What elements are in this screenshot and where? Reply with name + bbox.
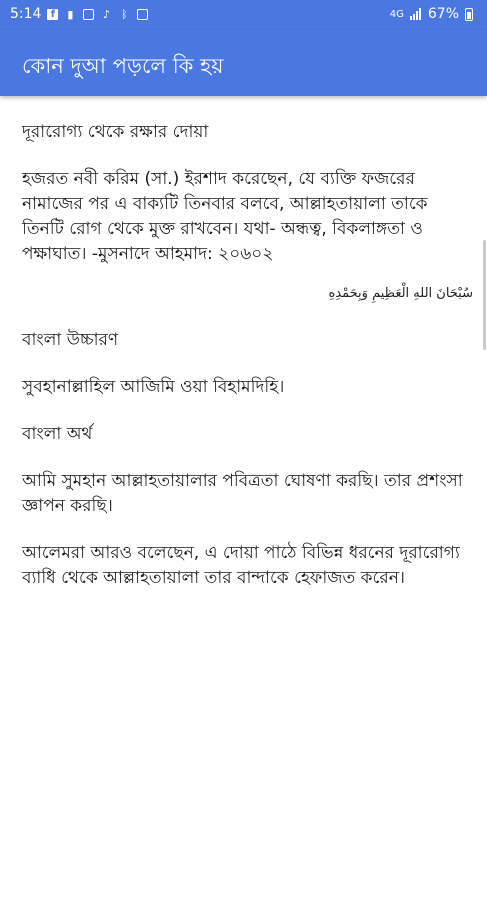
meaning-label: বাংলা অর্থ xyxy=(22,424,93,444)
dua-heading: দূরারোগ্য থেকে রক্ষার দোয়া xyxy=(22,122,209,142)
scrollbar[interactable] xyxy=(483,240,486,350)
hadith-text: হজরত নবী করিম (সা.) ইরশাদ করেছেন, যে ব্যক্তি ফজরের নামাজের পর এ বাক্যটি তিনবার বলবে, আল্লাহতায়ালা তাকে তিনটি রোগ থেকে মুক্ত রাখবেন। যথা- অন্ধত্ব, বিকলাঙ্গতা ও পক্ষাঘাত। -মুসনাদে আহমাদ: ২০৬০২ xyxy=(22,169,428,264)
status-bar xyxy=(0,0,487,30)
bell-icon: ♪ xyxy=(102,7,110,21)
pronunciation-label: বাংলা উচ্চারণ xyxy=(22,330,119,350)
facebook-icon: f xyxy=(47,9,58,20)
status-right xyxy=(390,6,473,22)
status-time: 5:14 xyxy=(10,6,42,22)
dua-content xyxy=(22,120,473,613)
bluetooth-icon: ᛒ xyxy=(121,7,128,21)
page-title: কোন দুআ পড়লে কি হয় xyxy=(22,54,224,78)
instagram-icon xyxy=(82,8,94,20)
note-text: আলেমরা আরও বলেছেন, এ দোয়া পাঠে বিভিন্ন ধরনের দূরারোগ্য ব্যাধি থেকে আল্লাহতায়ালা তার বান্দাকে হেফাজত করেন। xyxy=(22,543,460,588)
image-icon xyxy=(136,8,148,20)
book-icon: ▮ xyxy=(67,7,74,21)
pronunciation-text: সুবহানাল্লাহিল আজিমি ওয়া বিহামদিহি। xyxy=(22,377,285,397)
battery-percent: 67% xyxy=(427,6,459,22)
battery-icon xyxy=(465,8,473,21)
app-bar xyxy=(0,30,487,96)
network-indicator: 4G xyxy=(389,8,404,20)
arabic-text: سُبْحَانَ اللهِ الْعَظِيمِ وَبِحَمْدِهِ xyxy=(328,286,473,301)
status-left xyxy=(10,6,148,22)
meaning-text: আমি সুমহান আল্লাহতায়ালার পবিত্রতা ঘোষণা করছি। তার প্রশংসা জ্ঞাপন করছি। xyxy=(22,471,463,516)
signal-icon xyxy=(410,8,422,20)
